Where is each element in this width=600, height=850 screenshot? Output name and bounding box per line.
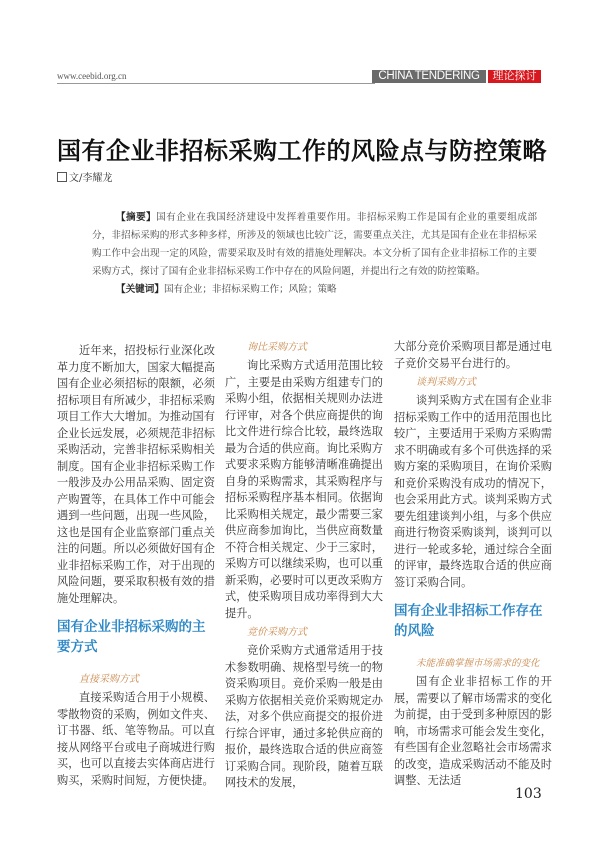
page-number: 103	[515, 786, 542, 802]
abstract-block	[92, 209, 537, 299]
intro-paragraph: 近年来，招投标行业深化改革力度不断加大，国家大幅提高国有企业必须招标的限额，必须招标项目有所减少，非招标采购项目工作大大增加。为推动国有企业长远发展，必须规范非招标采购活动，完善非招标采购相关制度。国有企业非招标采购工作一般涉及办公用品采购、固定资产购置等，在具体工作中可能会遇到一些问题，出现一些风险，这也是国有企业监察部门重点关注的问题。所以必须做好国有企业非招标采购工作，对于出现的风险问题，要采取积极有效的措施处理解决。	[57, 344, 215, 605]
keywords-label: 【关键词】	[116, 284, 164, 295]
paragraph: 谈判采购方式在国有企业非招标采购工作中的适用范围也比较广，主要适用于采购方采购需求不明确或有多个可供选择的采购方案的采购项目，在询价采购和竞价采购没有成功的情况下，也会采用此方式。谈判采购方式要先组建谈判小组，与多个供应商进行物资采购谈判，谈判可以进行一轮或多轮，通过综合全面的评审，最终选取合适的供应商签订采购合同。	[394, 394, 552, 589]
square-bullet-icon	[57, 172, 67, 182]
author-line	[57, 172, 112, 186]
paragraph: 竞价采购方式通常适用于技术参数明确、规格型号统一的物资采购项目。竞价采购一般是由采购方依据相关竞价采购规定办法，对多个供应商提交的报价进行综合评审，通过多轮供应商的报价，最终选取合适的供应商签订采购合同。现阶段，随着互联网技术的发展，	[225, 644, 383, 789]
abstract-label: 【摘要】	[116, 212, 157, 223]
magazine-brand: CHINA TENDERING	[372, 70, 486, 83]
paragraph: 直接采购适合用于小规模、零散物资的采购，例如文件夹、订书器、纸、笔等物品。可以直接从网络平台或电子商城进行购买，也可以直接去实体商店进行购买，采购时间短，方便快捷。	[57, 691, 215, 787]
author: 文/李耀龙	[69, 173, 113, 184]
keywords	[92, 281, 537, 299]
middle-column	[225, 340, 383, 792]
paragraph: 国有企业非招标工作的开展，需要以了解市场需求的变化为前提，由于受到多种原因的影响，市场需求可能会发生变化，有些国有企业忽略社会市场需求的改变，造成采购活动不能及时调整、无法适	[394, 675, 552, 787]
subheading: 未能准确掌握市场需求的变化	[416, 658, 540, 669]
section-heading: 国有企业非招标采购的主要方式	[57, 619, 206, 655]
header-rule	[57, 83, 375, 84]
right-column	[394, 339, 552, 790]
section-heading: 国有企业非招标工作存在的风险	[394, 603, 543, 639]
abstract	[92, 209, 537, 281]
paragraph: 询比采购方式适用范围比较广，主要是由采购方组建专门的采购小组，依据相关规则办法进行评审，对各个供应商提供的询比文件进行综合比较，最终选取最为合适的供应商。询比采购方式要求采购方能够清晰准确提出自身的采购需求，其采购程序与招标采购程序基本相同。依据询比采购相关规定，最少需要三家供应商参加询比，当供应商数量不符合相关规定、少于三家时，采购方可以继续采购，也可以重新采购，必要时可以更改采购方式，使采购项目成功率得到大大提升。	[225, 359, 383, 620]
subheading: 直接采购方式	[79, 674, 139, 685]
subheading: 谈判采购方式	[416, 377, 476, 388]
paragraph: 大部分竞价采购项目都是通过电子竞价交易平台进行的。	[394, 340, 552, 370]
abstract-text: 国有企业在我国经济建设中发挥着重要作用。非招标采购工作是国有企业的重要组成部分，非招标采购的形式多种多样，所涉及的领域也比较广泛，需要重点关注，尤其是国有企业在非招标采购工作中会出现一定的风险，需要采取及时有效的措施处理解决。本文分析了国有企业非招标工作的主要采购方式，探讨了国有企业非招标采购工作中存在的风险问题，并提出行之有效的防控策略。	[92, 212, 538, 277]
site-url: www.ceebid.org.cn	[57, 71, 127, 81]
left-column	[57, 343, 215, 789]
subheading: 竞价采购方式	[247, 627, 307, 638]
article-title: 国有企业非招标采购工作的风险点与防控策略	[57, 137, 547, 165]
subheading: 询比采购方式	[247, 342, 307, 353]
keywords-text: 国有企业；非招标采购工作；风险；策略	[163, 284, 337, 295]
section-tag: 理论探讨	[488, 70, 541, 83]
